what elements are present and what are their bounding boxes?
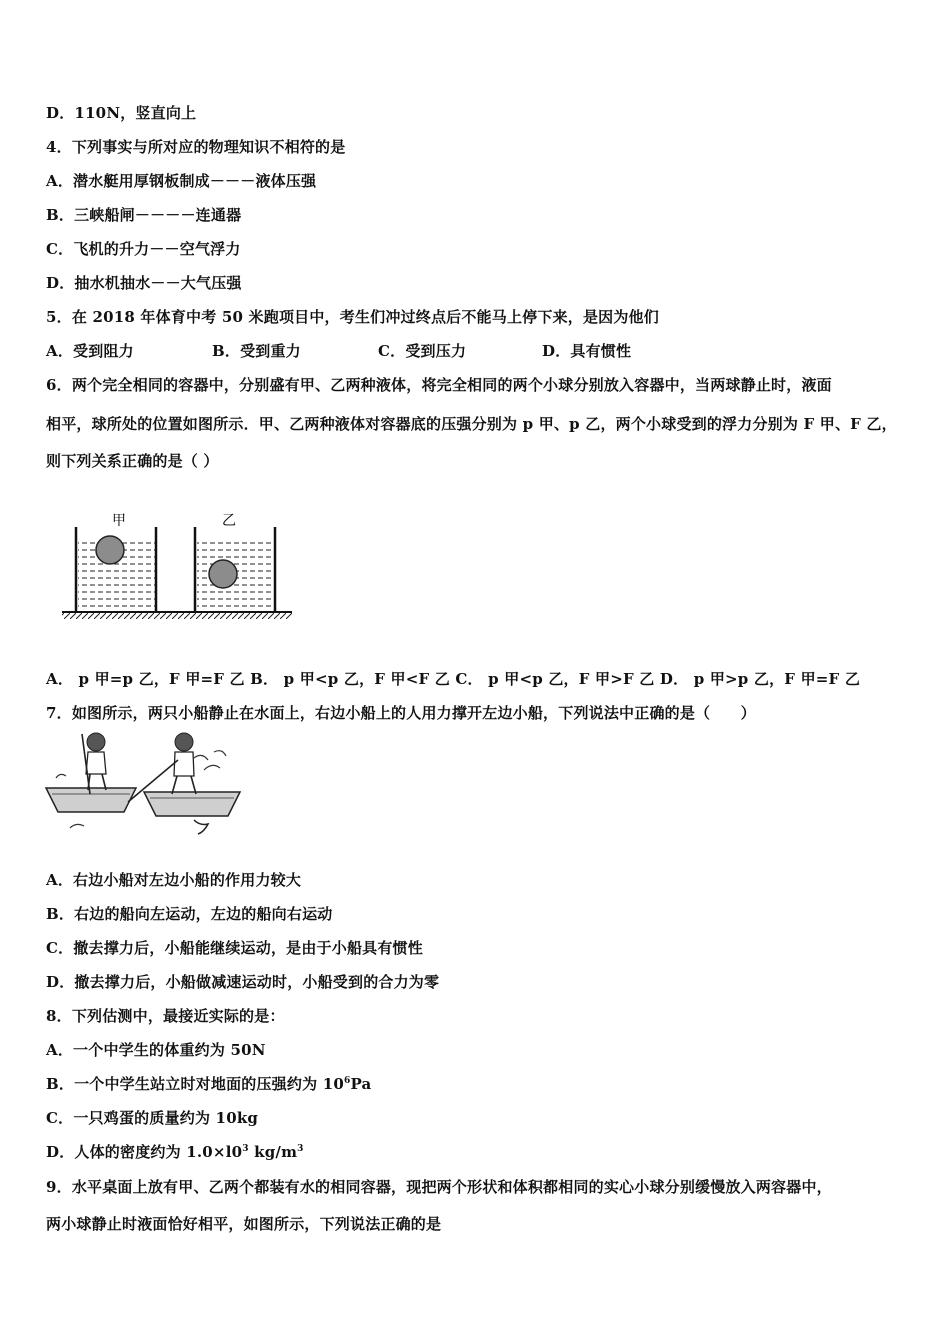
question-5: 5．在 2018 年体育中考 50 米跑项目中，考生们冲过终点后不能马上停下来，是因为他们 [46,308,659,326]
question-6-line1: 6．两个完全相同的容器中，分别盛有甲、乙两种液体，将完全相同的两个小球分别放入容器中，当两球静止时，液面 [46,376,832,394]
question-6-line2: 相平，球所处的位置如图所示．甲、乙两种液体对容器底的压强分别为 p 甲、p 乙，两个小球受到的浮力分别为 F 甲、F 乙， [46,415,897,433]
container-left [76,527,156,612]
q6-options: A． p 甲=p 乙，F 甲=F 乙 B． p 甲<p 乙，F 甲<F 乙 C． p 甲<p 乙，F 甲>F 乙 D． p 甲>p 乙，F 甲=F 乙 [46,670,861,688]
question-9-line2: 两小球静止时液面恰好相平，如图所示，下列说法正确的是 [46,1215,442,1233]
ball-left [96,536,124,564]
question-7: 7．如图所示，两只小船静止在水面上，右边小船上的人用力撑开左边小船，下列说法中正确的是（ ） [46,704,756,722]
q8b-unit: Pa [350,1075,372,1093]
q4-option-a: A．潜水艇用厚钢板制成－－－液体压强 [46,172,317,190]
q7-option-d: D．撤去撑力后，小船做减速运动时，小船受到的合力为零 [46,973,440,991]
question-9-line1: 9．水平桌面上放有甲、乙两个都装有水的相同容器，现把两个形状和体积都相同的实心小球分别缓慢放入两容器中， [46,1178,832,1196]
q8d-unit-exponent: 3 [297,1144,304,1154]
label-jia: 甲 [112,513,126,529]
q8-option-a: A．一个中学生的体重约为 50N [46,1041,266,1059]
q7-option-c: C．撤去撑力后，小船能继续运动，是由于小船具有惯性 [46,939,423,957]
q7-option-a: A．右边小船对左边小船的作用力较大 [46,871,302,889]
boats-figure [44,730,244,838]
q8b-exponent: 6 [343,1076,351,1086]
label-yi: 乙 [222,513,236,529]
q5-option-d: D．具有惯性 [542,342,632,360]
left-boat [46,733,136,812]
question-4: 4．下列事实与所对应的物理知识不相符的是 [46,138,346,156]
question-8: 8．下列估测中，最接近实际的是： [46,1007,285,1025]
container-right [195,527,275,612]
q8d-unit: kg/m [248,1143,298,1161]
q8d-exponent: 3 [242,1144,249,1154]
option-d-prev: D．110N，竖直向上 [46,104,197,122]
q5-option-c: C．受到压力 [378,342,467,360]
q4-option-c: C．飞机的升力－－空气浮力 [46,240,241,258]
question-6-line3: 则下列关系正确的是（ ） [46,452,219,470]
q8-option-b [46,1073,371,1094]
q8-option-c: C．一只鸡蛋的质量约为 10kg [46,1109,259,1127]
container-figure [58,505,298,621]
q8-option-d [46,1141,304,1162]
q5-option-b: B．受到重力 [212,342,301,360]
q5-option-a: A．受到阻力 [46,342,134,360]
q4-option-d: D．抽水机抽水－－大气压强 [46,274,242,292]
q8b-text: B．一个中学生站立时对地面的压强约为 10 [46,1075,344,1093]
q8d-text: D．人体的密度约为 1.0×l0 [46,1143,243,1161]
q5-options [46,340,631,361]
q4-option-b: B．三峡船闸－－－－连通器 [46,206,242,224]
ball-right [209,560,237,588]
right-boat [128,733,240,816]
q7-option-b: B．右边的船向左运动，左边的船向右运动 [46,905,333,923]
